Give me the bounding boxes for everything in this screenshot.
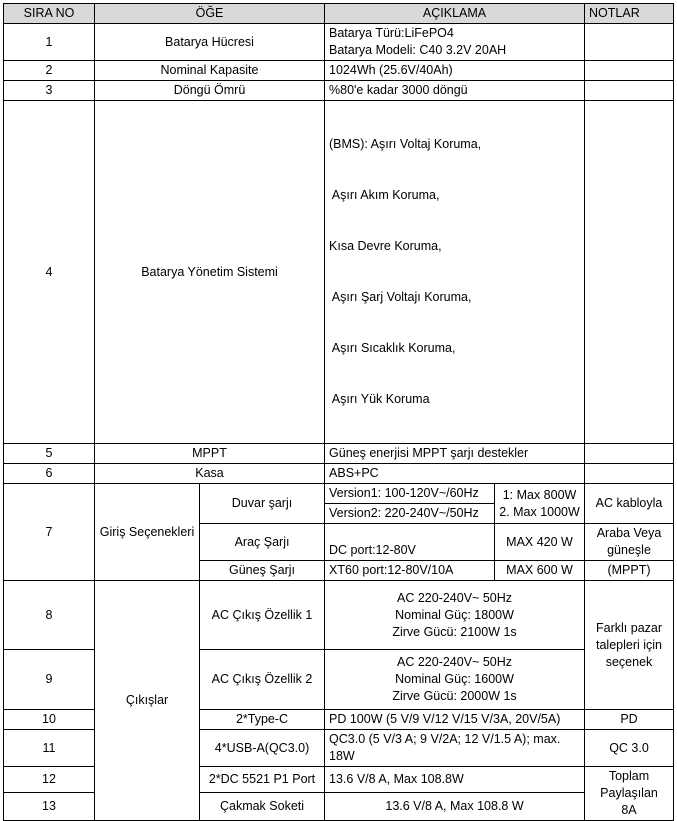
row-number: 3 [4, 81, 95, 101]
row-item: Döngü Ömrü [95, 81, 325, 101]
desc-line: Aşırı Şarj Voltajı Koruma, [329, 290, 472, 304]
table-row [4, 464, 674, 484]
desc-line: QC3.0 (5 V/3 A; 9 V/2A; 12 V/1.5 A); max. [329, 732, 561, 746]
row-desc [325, 24, 585, 61]
desc-line: Aşırı Yük Koruma [329, 392, 430, 406]
output-note: PD [585, 710, 674, 730]
row-number: 9 [4, 650, 95, 710]
row-number: 12 [4, 767, 95, 793]
desc-line: Aşırı Akım Koruma, [329, 188, 440, 202]
output-sub: 2*DC 5521 P1 Port [200, 767, 325, 793]
table-row [4, 61, 674, 81]
table-row [4, 581, 674, 650]
row-desc: Güneş enerjisi MPPT şarjı destekler [325, 444, 585, 464]
row-item: Batarya Hücresi [95, 24, 325, 61]
note-line: Araba Veya [596, 526, 662, 540]
note-line: 8A [621, 803, 637, 817]
row-desc [325, 101, 585, 444]
input-car-note [585, 524, 674, 561]
output-desc [325, 581, 585, 650]
max-line: 2. Max 1000W [499, 504, 580, 519]
row-item: Kasa [95, 464, 325, 484]
note-line: seçenek [605, 654, 653, 669]
input-car-desc: DC port:12-80V [325, 524, 495, 561]
input-wall-v1: Version1: 100-120V~/60Hz [325, 484, 495, 504]
row-note [585, 444, 674, 464]
output-desc: PD 100W (5 V/9 V/12 V/15 V/3A, 20V/5A) [325, 710, 585, 730]
desc-line: Aşırı Sıcaklık Koruma, [329, 341, 456, 355]
header-row [4, 4, 674, 24]
output-sub: 2*Type-C [200, 710, 325, 730]
row-desc: 1024Wh (25.6V/40Ah) [325, 61, 585, 81]
output-sub: AC Çıkış Özellik 2 [200, 650, 325, 710]
input-wall-label: Duvar şarjı [200, 484, 325, 524]
shared-note [585, 767, 674, 821]
row-number: 2 [4, 61, 95, 81]
desc-line: AC 220-240V~ 50Hz [397, 655, 513, 669]
row-number: 8 [4, 581, 95, 650]
note-line: talepleri için [596, 637, 663, 652]
output-desc [325, 650, 585, 710]
max-line: 1: Max 800W [502, 487, 577, 502]
table-row [4, 24, 674, 61]
note-line: Toplam [608, 769, 650, 783]
row-number: 4 [4, 101, 95, 444]
desc-line: Batarya Türü:LiFePO4 [329, 26, 454, 40]
output-desc: 13.6 V/8 A, Max 108.8W [325, 767, 585, 793]
input-car-label: Araç Şarjı [200, 524, 325, 561]
note-line: Paylaşılan [600, 786, 658, 800]
row-number: 5 [4, 444, 95, 464]
header-desc: AÇIKLAMA [325, 4, 585, 24]
input-solar-max: MAX 600 W [495, 561, 585, 581]
row-number: 7 [4, 484, 95, 581]
input-solar-note: (MPPT) [585, 561, 674, 581]
output-note: QC 3.0 [585, 730, 674, 767]
table-row [4, 81, 674, 101]
output-desc: 13.6 V/8 A, Max 108.8 W [325, 793, 585, 821]
row-item: Batarya Yönetim Sistemi [95, 101, 325, 444]
table-row [4, 484, 674, 504]
note-line: Farklı pazar [596, 620, 663, 635]
row-desc: ABS+PC [325, 464, 585, 484]
row-number: 13 [4, 793, 95, 821]
input-wall-v2: Version2: 220-240V~/50Hz [325, 504, 495, 524]
row-desc: %80'e kadar 3000 döngü [325, 81, 585, 101]
table-row [4, 444, 674, 464]
input-car-max: MAX 420 W [495, 524, 585, 561]
input-solar-desc: XT60 port:12-80V/10A [325, 561, 495, 581]
header-notes: NOTLAR [585, 4, 674, 24]
input-solar-label: Güneş Şarjı [200, 561, 325, 581]
ac-note [585, 581, 674, 710]
desc-line: Nominal Güç: 1600W [395, 672, 514, 686]
spec-table [3, 3, 674, 821]
desc-line: Batarya Modeli: C40 3.2V 20AH [329, 43, 507, 57]
input-wall-max [495, 484, 585, 524]
row-note [585, 61, 674, 81]
desc-line: (BMS): Aşırı Voltaj Koruma, [329, 137, 482, 151]
output-sub: 4*USB-A(QC3.0) [200, 730, 325, 767]
output-desc [325, 730, 585, 767]
row-item: Nominal Kapasite [95, 61, 325, 81]
header-item: ÖĞE [95, 4, 325, 24]
row-item: Giriş Seçenekleri [95, 484, 200, 581]
row-number: 1 [4, 24, 95, 61]
row-item: MPPT [95, 444, 325, 464]
input-wall-note: AC kabloyla [585, 484, 674, 524]
desc-line: Nominal Güç: 1800W [395, 607, 514, 622]
desc-line: Zirve Gücü: 2000W 1s [392, 689, 517, 703]
desc-line: Kısa Devre Koruma, [329, 239, 442, 253]
row-note [585, 81, 674, 101]
outputs-label: Çıkışlar [95, 581, 200, 821]
row-number: 10 [4, 710, 95, 730]
row-note [585, 24, 674, 61]
row-note [585, 464, 674, 484]
desc-line: Zirve Gücü: 2100W 1s [392, 624, 517, 639]
desc-line: AC 220-240V~ 50Hz [397, 590, 513, 605]
output-sub: Çakmak Soketi [200, 793, 325, 821]
table-row [4, 101, 674, 444]
desc-line: 18W [329, 749, 355, 763]
note-line: güneşle [607, 543, 651, 557]
row-number: 11 [4, 730, 95, 767]
row-number: 6 [4, 464, 95, 484]
header-no: SIRA NO [4, 4, 95, 24]
output-sub: AC Çıkış Özellik 1 [200, 581, 325, 650]
row-note [585, 101, 674, 444]
